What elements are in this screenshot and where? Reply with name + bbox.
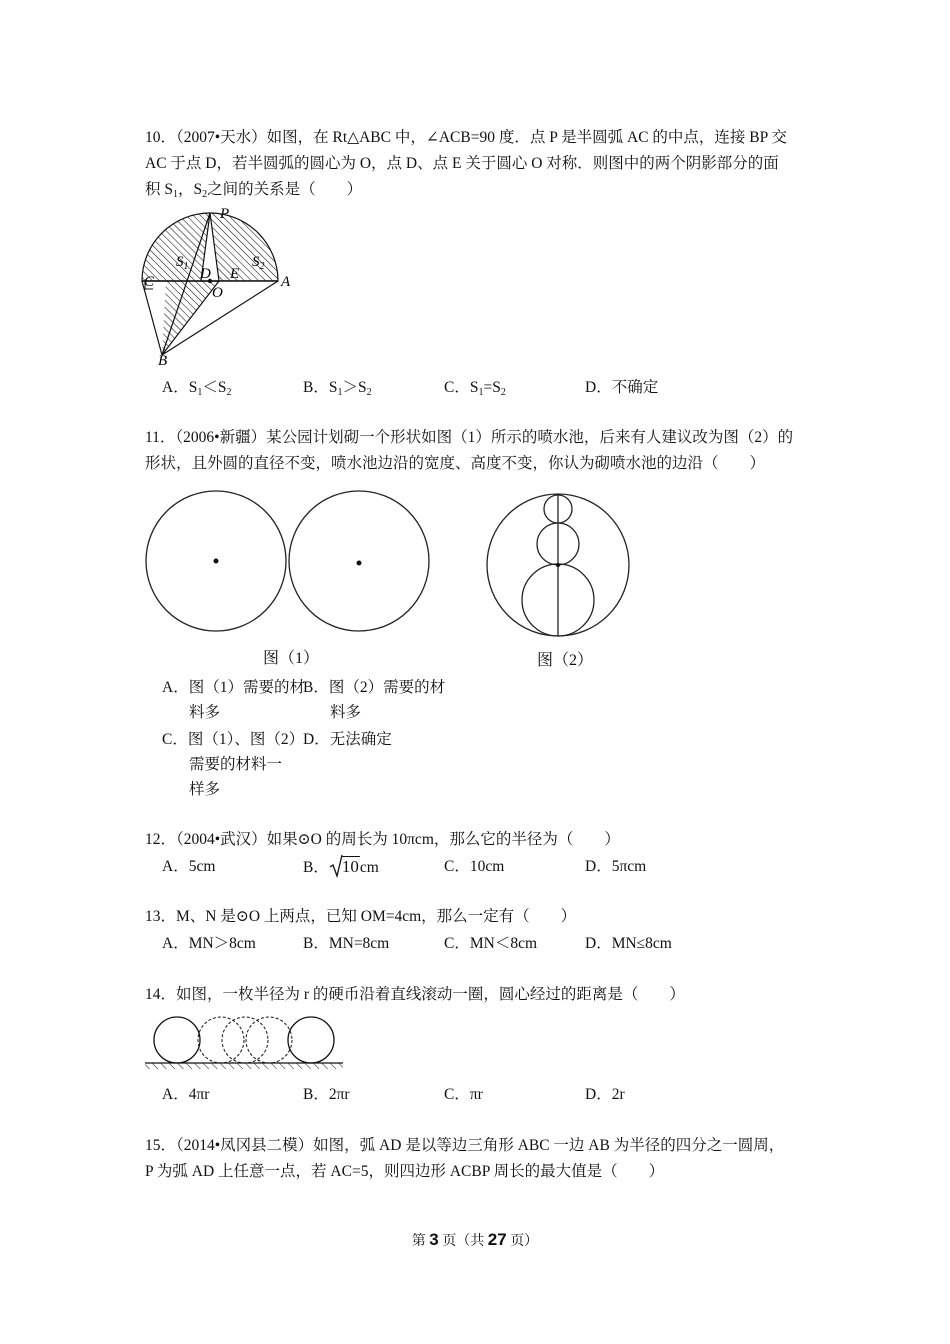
label-A: A bbox=[281, 274, 291, 290]
q11-option-a[interactable]: A．图（1）需要的材 料多 bbox=[162, 679, 305, 721]
q10-option-d[interactable]: D．不确定 bbox=[585, 379, 659, 396]
q13-option-a[interactable]: A．MN＞8cm bbox=[162, 935, 256, 952]
q15-line1: 15．（2014•凤冈县二模）如图，弧 AD 是以等边三角形 ABC 一边 AB 为半径的四分之一圆周， bbox=[145, 1137, 785, 1154]
q12-option-d[interactable]: D．5πcm bbox=[585, 858, 647, 875]
q14-rolling-coin-figure bbox=[143, 1012, 348, 1072]
q14-option-c[interactable]: C．πr bbox=[444, 1086, 483, 1103]
label-C: C bbox=[144, 274, 155, 290]
label-S2: $S_2$ bbox=[252, 254, 265, 272]
label-E: E bbox=[230, 266, 240, 282]
q12-option-b[interactable]: B． 10cm bbox=[303, 857, 379, 876]
label-S1: $S_1$ bbox=[176, 254, 189, 272]
q10-line3: 积 $S_1$，$S_2$之间的关系是（ ） bbox=[145, 181, 363, 200]
q10-option-a[interactable]: A．$S_1<S_2$ bbox=[162, 379, 232, 398]
q14-line1: 14．如图，一枚半径为 r 的硬币沿着直线滚动一圈，圆心经过的距离是（ ） bbox=[145, 986, 685, 1003]
q14-option-b[interactable]: B．2πr bbox=[303, 1086, 350, 1103]
q11-caption-1: 图（1） bbox=[263, 650, 320, 667]
q12-option-a[interactable]: A．5cm bbox=[162, 858, 216, 875]
q14-option-d[interactable]: D．2r bbox=[585, 1086, 625, 1103]
q13-line1: 13．M、N 是⊙O 上两点，已知 OM=4cm，那么一定有（ ） bbox=[145, 908, 577, 925]
q10-line2: AC 于点 D，若半圆弧的圆心为 O，点 D、点 E 关于圆心 O 对称．则图中的两个阴影部分的面 bbox=[145, 155, 779, 172]
label-D: D bbox=[200, 266, 211, 282]
q15-line2: P 为弧 AD 上任意一点，若 AC=5，则四边形 ACBP 周长的最大值是（ ） bbox=[145, 1163, 665, 1180]
q14-option-a[interactable]: A．4πr bbox=[162, 1086, 210, 1103]
page-footer: 第 3 页（共 27 页） bbox=[411, 1230, 539, 1249]
q11-option-b[interactable]: B．图（2）需要的材 料多 bbox=[303, 679, 446, 721]
q10-line1: 10．（2007•天水）如图，在 Rt△ABC 中，∠ACB=90 度．点 P 是半圆弧 AC 的中点，连接 BP 交 bbox=[145, 129, 788, 146]
q11-option-c[interactable]: C．图（1）、图（2） 需要的材料一 样多 bbox=[162, 731, 305, 798]
label-B: B bbox=[158, 353, 168, 367]
label-P: P bbox=[220, 206, 230, 222]
q12-option-c[interactable]: C．10cm bbox=[444, 858, 505, 875]
q11-line2: 形状，且外圆的直径不变，喷水池边沿的宽度、高度不变，你认为砌喷水池的边沿（ ） bbox=[145, 455, 766, 472]
sqrt-radical: 10 bbox=[329, 857, 360, 878]
q11-figure-2 bbox=[484, 490, 634, 640]
q10-option-c[interactable]: C．$S_1=S_2$ bbox=[444, 379, 506, 398]
q11-line1: 11．（2006•新疆）某公园计划砌一个形状如图（1）所示的喷水池，后来有人建议改为图（2）的 bbox=[145, 429, 794, 446]
q10-semicircle-figure bbox=[140, 205, 300, 367]
q10-option-b[interactable]: B．$S_1>S_2$ bbox=[303, 379, 372, 398]
q11-caption-2: 图（2） bbox=[537, 652, 594, 669]
q12-line1: 12．（2004•武汉）如果⊙O 的周长为 10πcm，那么它的半径为（ ） bbox=[145, 831, 620, 848]
q11-figure-1 bbox=[143, 485, 438, 637]
q13-option-b[interactable]: B．MN=8cm bbox=[303, 935, 390, 952]
q13-option-d[interactable]: D．MN≤8cm bbox=[585, 935, 672, 952]
q11-option-d[interactable]: D．无法确定 bbox=[303, 731, 392, 748]
label-O: O bbox=[212, 285, 223, 301]
q13-option-c[interactable]: C．MN＜8cm bbox=[444, 935, 538, 952]
